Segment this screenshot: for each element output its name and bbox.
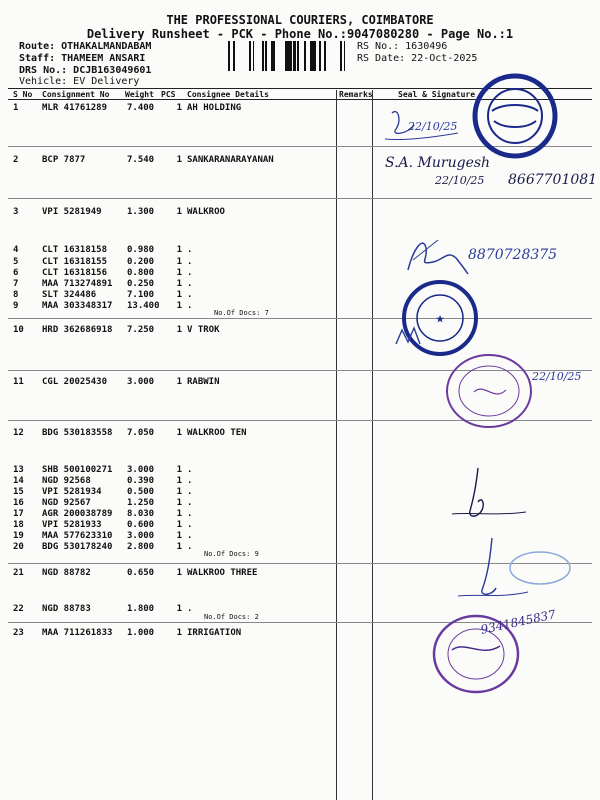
receiver-date: 22/10/25 xyxy=(435,174,485,187)
doc-count: No.Of Docs: 2 xyxy=(204,613,259,621)
row-pcs: 1 xyxy=(176,279,182,289)
vehicle-label: Vehicle: EV Delivery xyxy=(19,76,140,87)
document-subtitle: Delivery Runsheet - PCK - Phone No.:9047080280 - Page No.:1 xyxy=(86,27,514,41)
signature-date: 22/10/25 xyxy=(408,120,458,133)
row-pcs: 1 xyxy=(176,155,182,165)
row-consignee: AH HOLDING xyxy=(187,103,242,113)
row-weight: 7.540 xyxy=(127,155,155,165)
col-remarks: Remarks xyxy=(339,90,373,99)
row-pcs: 1 xyxy=(176,476,182,486)
row-sno: 7 xyxy=(13,279,19,289)
row-weight: 0.600 xyxy=(127,520,155,530)
row-consignee: WALKROO THREE xyxy=(187,568,258,578)
row-sno: 3 xyxy=(13,207,19,217)
row-pcs: 1 xyxy=(176,520,182,530)
row-consignment-no: SHB 500100271 xyxy=(42,465,113,475)
row-pcs: 1 xyxy=(176,377,182,387)
row-consignment-no: CGL 20025430 xyxy=(42,377,108,387)
signature-date: 22/10/25 xyxy=(532,370,582,383)
receiver-name: S.A. Murugesh xyxy=(385,155,491,171)
signature-row-21 xyxy=(452,534,532,604)
table-row xyxy=(0,325,600,336)
row-consignment-no: NGD 88782 xyxy=(42,568,91,578)
row-sno: 12 xyxy=(13,428,24,438)
row-weight: 0.800 xyxy=(127,268,155,278)
row-consignment-no: NGD 92568 xyxy=(42,476,91,486)
row-consignee: SANKARANARAYANAN xyxy=(187,155,274,165)
row-sno: 16 xyxy=(13,498,24,508)
row-pcs: 1 xyxy=(176,628,182,638)
row-pcs: 1 xyxy=(176,498,182,508)
row-sno: 1 xyxy=(13,103,19,113)
route-label: Route: OTHAKALMANDABAM xyxy=(19,41,152,52)
table-row xyxy=(0,301,600,312)
rs-number: RS No.: 1630496 xyxy=(357,41,448,52)
row-consignment-no: AGR 200038789 xyxy=(42,509,113,519)
row-consignment-no: BDG 530178240 xyxy=(42,542,113,552)
row-consignment-no: MAA 577623310 xyxy=(42,531,113,541)
row-sno: 15 xyxy=(13,487,24,497)
col-pcs: PCS xyxy=(161,90,176,99)
col-weight: Weight xyxy=(125,90,154,99)
row-consignee: . xyxy=(187,257,193,267)
row-pcs: 1 xyxy=(176,568,182,578)
row-sno: 8 xyxy=(13,290,19,300)
row-sno: 17 xyxy=(13,509,24,519)
row-pcs: 1 xyxy=(176,428,182,438)
row-consignee: . xyxy=(187,245,193,255)
row-sno: 18 xyxy=(13,520,24,530)
row-weight: 1.800 xyxy=(127,604,155,614)
row-pcs: 1 xyxy=(176,290,182,300)
row-pcs: 1 xyxy=(176,103,182,113)
row-consignee: . xyxy=(187,268,193,278)
row-consignment-no: MLR 41761289 xyxy=(42,103,108,113)
row-weight: 7.250 xyxy=(127,325,155,335)
row-consignment-no: SLT 324486 xyxy=(42,290,97,300)
row-weight: 1.300 xyxy=(127,207,155,217)
row-sno: 9 xyxy=(13,301,19,311)
row-consignment-no: NGD 92567 xyxy=(42,498,91,508)
row-consignee: V TROK xyxy=(187,325,220,335)
row-weight: 0.250 xyxy=(127,279,155,289)
col-consignee: Consignee Details xyxy=(187,90,269,99)
row-consignment-no: HRD 362686918 xyxy=(42,325,113,335)
drs-number: DRS No.: DCJB163049601 xyxy=(19,65,152,76)
row-consignee: . xyxy=(187,487,193,497)
row-consignee: . xyxy=(187,509,193,519)
table-row xyxy=(0,207,600,218)
row-separator xyxy=(8,318,592,319)
row-consignment-no: VPI 5281933 xyxy=(42,520,102,530)
row-pcs: 1 xyxy=(176,245,182,255)
ah-holdings-stamp xyxy=(472,73,558,159)
row-sno: 13 xyxy=(13,465,24,475)
row-consignment-no: CLT 16318158 xyxy=(42,245,108,255)
row-pcs: 1 xyxy=(176,325,182,335)
row-consignment-no: BCP 7877 xyxy=(42,155,86,165)
row-pcs: 1 xyxy=(176,465,182,475)
row-sno: 5 xyxy=(13,257,19,267)
row-pcs: 1 xyxy=(176,207,182,217)
svg-text:★: ★ xyxy=(435,314,445,324)
row-weight: 13.400 xyxy=(127,301,160,311)
signature-row-13 xyxy=(448,466,528,526)
row-consignment-no: BDG 530183558 xyxy=(42,428,113,438)
row-sno: 20 xyxy=(13,542,24,552)
row-sno: 6 xyxy=(13,268,19,278)
row-consignment-no: MAA 711261833 xyxy=(42,628,113,638)
row-sno: 23 xyxy=(13,628,24,638)
receiver-phone: 8870728375 xyxy=(468,247,558,263)
table-row xyxy=(0,428,600,439)
row-consignee: . xyxy=(187,498,193,508)
row-pcs: 1 xyxy=(176,257,182,267)
table-row xyxy=(0,268,600,279)
row-pcs: 1 xyxy=(176,268,182,278)
row-weight: 1.250 xyxy=(127,498,155,508)
row-weight: 8.030 xyxy=(127,509,155,519)
row-consignee: . xyxy=(187,604,193,614)
row-consignee: . xyxy=(187,520,193,530)
row-consignee: . xyxy=(187,301,193,311)
table-row xyxy=(0,604,600,615)
row-sno: 11 xyxy=(13,377,24,387)
row-consignee: RABWIN xyxy=(187,377,220,387)
row-sno: 10 xyxy=(13,325,24,335)
row-consignee: IRRIGATION xyxy=(187,628,242,638)
row-consignment-no: CLT 16318155 xyxy=(42,257,108,267)
row-weight: 3.000 xyxy=(127,465,155,475)
row-weight: 7.400 xyxy=(127,103,155,113)
row-sno: 2 xyxy=(13,155,19,165)
row-weight: 0.200 xyxy=(127,257,155,267)
row-sno: 4 xyxy=(13,245,19,255)
row-sno: 22 xyxy=(13,604,24,614)
table-row xyxy=(0,279,600,290)
receiver-phone: 8667701081 xyxy=(508,172,598,188)
row-weight: 1.000 xyxy=(127,628,155,638)
row-weight: 0.390 xyxy=(127,476,155,486)
doc-count: No.Of Docs: 7 xyxy=(214,309,269,317)
row-consignment-no: NGD 88783 xyxy=(42,604,91,614)
row-weight: 3.000 xyxy=(127,531,155,541)
row-pcs: 1 xyxy=(176,301,182,311)
barcode xyxy=(228,41,352,71)
row-consignee: . xyxy=(187,531,193,541)
staff-label: Staff: THAMEEM ANSARI xyxy=(19,53,146,64)
row-consignee: WALKROO xyxy=(187,207,225,217)
row-consignment-no: VPI 5281949 xyxy=(42,207,102,217)
row-weight: 7.050 xyxy=(127,428,155,438)
row-sno: 21 xyxy=(13,568,24,578)
row-consignment-no: CLT 16318156 xyxy=(42,268,108,278)
row-sno: 14 xyxy=(13,476,24,486)
row-weight: 2.800 xyxy=(127,542,155,552)
row-consignee: . xyxy=(187,279,193,289)
row-separator xyxy=(8,198,592,199)
rs-date: RS Date: 22-Oct-2025 xyxy=(357,53,478,64)
row-weight: 7.100 xyxy=(127,290,155,300)
row-consignee: . xyxy=(187,290,193,300)
signature-row-10 xyxy=(392,322,432,352)
row-pcs: 1 xyxy=(176,487,182,497)
signature-row-3 xyxy=(398,230,478,280)
row-consignee: WALKROO TEN xyxy=(187,428,247,438)
row-pcs: 1 xyxy=(176,531,182,541)
receiver-phone: 9341845837 xyxy=(479,607,557,637)
remarks-column-rule xyxy=(336,90,337,800)
row-consignment-no: MAA 713274891 xyxy=(42,279,113,289)
row-sno: 19 xyxy=(13,531,24,541)
doc-count: No.Of Docs: 9 xyxy=(204,550,259,558)
row-consignee: . xyxy=(187,542,193,552)
signature-column-rule xyxy=(372,90,373,800)
document-title: THE PROFESSIONAL COURIERS, COIMBATORE xyxy=(166,13,434,27)
row-weight: 0.500 xyxy=(127,487,155,497)
row-pcs: 1 xyxy=(176,604,182,614)
row-consignment-no: VPI 5281934 xyxy=(42,487,102,497)
row-consignee: . xyxy=(187,465,193,475)
row-weight: 0.980 xyxy=(127,245,155,255)
row-pcs: 1 xyxy=(176,509,182,519)
row-consignment-no: MAA 303348317 xyxy=(42,301,113,311)
row-pcs: 1 xyxy=(176,542,182,552)
rabwin-stamp xyxy=(444,352,534,430)
col-sno: S No xyxy=(13,90,33,99)
col-consignment: Consignment No xyxy=(42,90,110,99)
table-row xyxy=(0,290,600,301)
row-consignee: . xyxy=(187,476,193,486)
row-weight: 0.650 xyxy=(127,568,155,578)
col-signature: Seal & Signature xyxy=(398,90,476,99)
row-weight: 3.000 xyxy=(127,377,155,387)
